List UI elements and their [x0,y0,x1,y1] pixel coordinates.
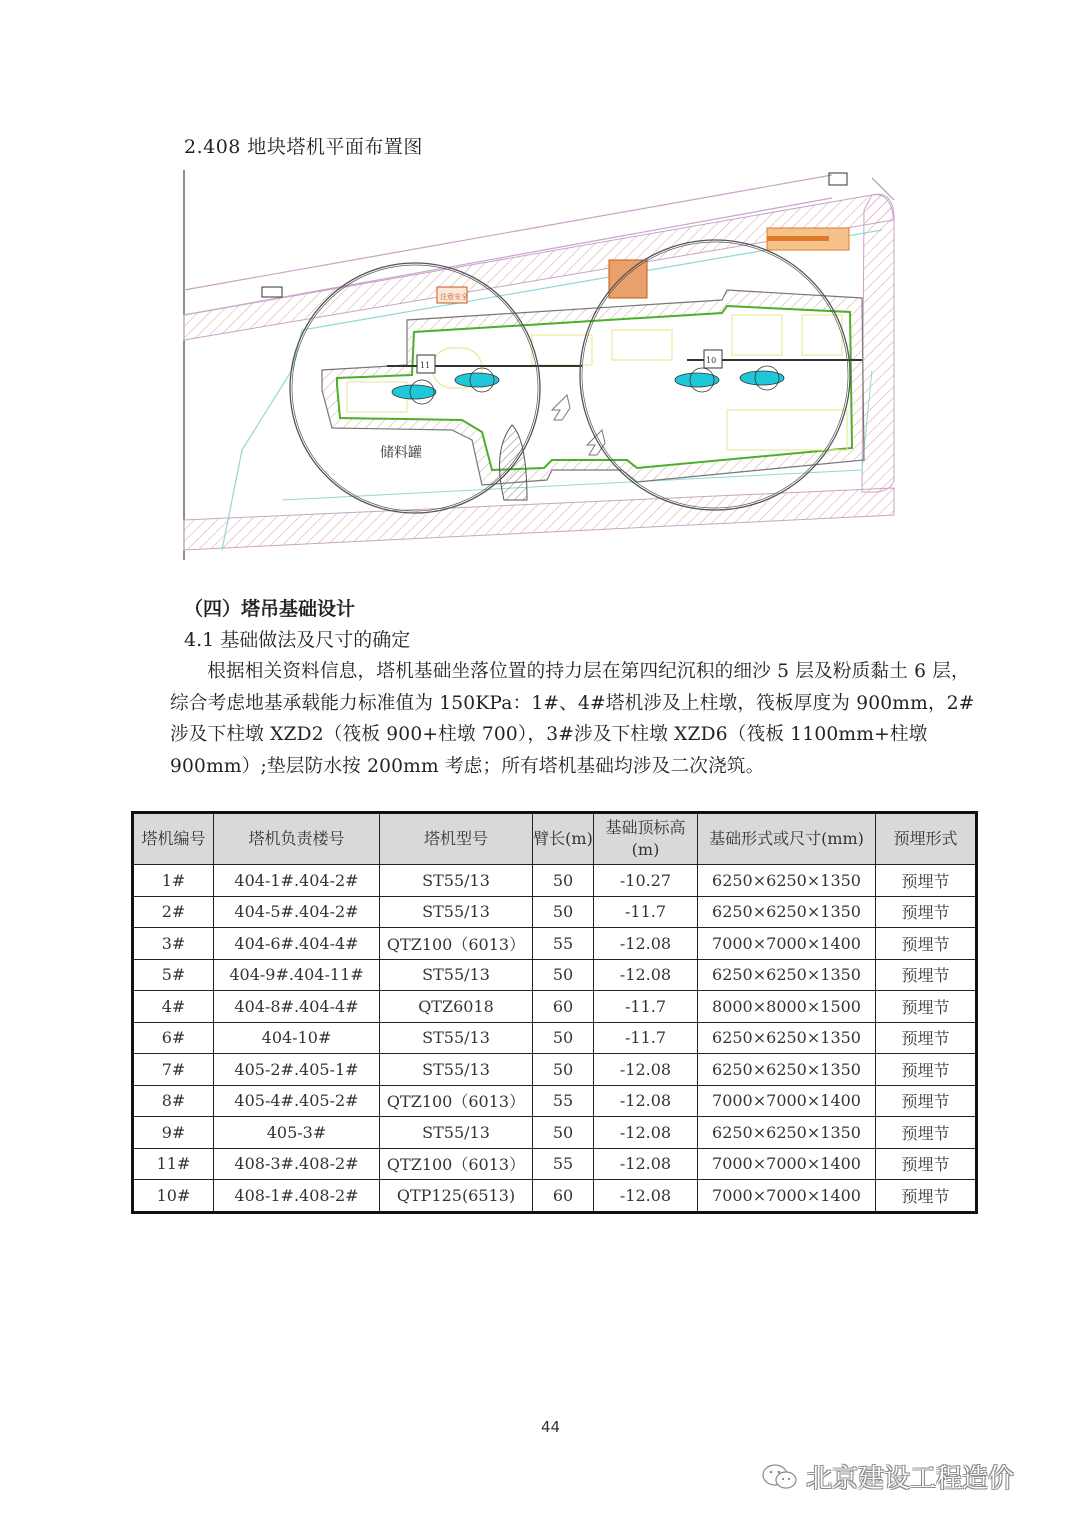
cell-model: ST55/13 [380,896,533,928]
cell-model: QTZ100（6013） [380,1148,533,1180]
cell-jib-length: 60 [533,1180,594,1213]
safety-sign-label: 注意安全 [440,293,468,301]
header-crane-id: 塔机编号 [133,813,214,865]
cell-embed-type: 预埋节 [876,928,977,960]
cell-crane-id: 4# [133,991,214,1023]
cell-top-elevation: -12.08 [594,1148,698,1180]
cell-embed-type: 预埋节 [876,1180,977,1213]
cell-foundation-size: 7000×7000×1400 [698,1085,876,1117]
table-row [133,991,977,1023]
header-top-elevation: 基础顶标高(m) [594,813,698,865]
cell-top-elevation: -12.08 [594,928,698,960]
cell-building: 404-8#.404-4# [214,991,380,1023]
cell-building: 404-5#.404-2# [214,896,380,928]
table-row [133,1054,977,1086]
cell-top-elevation: -12.08 [594,959,698,991]
cell-embed-type: 预埋节 [876,1117,977,1149]
cell-foundation-size: 6250×6250×1350 [698,896,876,928]
cell-crane-id: 10# [133,1180,214,1213]
cell-building: 404-10# [214,1022,380,1054]
header-jib-length: 臂长(m) [533,813,594,865]
cell-embed-type: 预埋节 [876,1022,977,1054]
subsection-title: 4.1 基础做法及尺寸的确定 [184,629,411,651]
cell-jib-length: 50 [533,1117,594,1149]
cell-crane-id: 3# [133,928,214,960]
cell-jib-length: 55 [533,1148,594,1180]
site-plan-drawing [182,170,912,560]
cell-model: ST55/13 [380,1022,533,1054]
crane-foundation-table [131,811,978,1214]
header-model: 塔机型号 [380,813,533,865]
watermark-text: 北京建设工程造价 [806,1464,1015,1494]
cell-jib-length: 60 [533,991,594,1023]
cell-jib-length: 50 [533,959,594,991]
header-foundation-size: 基础形式或尺寸(mm) [698,813,876,865]
page-number: 44 [541,1418,561,1436]
cell-embed-type: 预埋节 [876,959,977,991]
section-title: （四）塔吊基础设计 [184,598,356,620]
wechat-icon [760,1462,800,1492]
cell-foundation-size: 7000×7000×1400 [698,1180,876,1213]
cell-crane-id: 6# [133,1022,214,1054]
cell-foundation-size: 7000×7000×1400 [698,1148,876,1180]
cell-crane-id: 8# [133,1085,214,1117]
cell-top-elevation: -11.7 [594,1022,698,1054]
cell-top-elevation: -12.08 [594,1117,698,1149]
storage-tank-label: 储料罐 [380,445,422,461]
cell-building: 405-4#.405-2# [214,1085,380,1117]
cell-building: 408-1#.408-2# [214,1180,380,1213]
header-building: 塔机负责楼号 [214,813,380,865]
cell-jib-length: 50 [533,1054,594,1086]
cell-foundation-size: 6250×6250×1350 [698,1054,876,1086]
cell-building: 404-6#.404-4# [214,928,380,960]
cell-crane-id: 2# [133,896,214,928]
cell-top-elevation: -10.27 [594,865,698,897]
cell-top-elevation: -11.7 [594,991,698,1023]
cell-model: QTZ6018 [380,991,533,1023]
cell-model: ST55/13 [380,865,533,897]
table-row [133,1148,977,1180]
cell-crane-id: 5# [133,959,214,991]
table-row [133,1022,977,1054]
cell-model: ST55/13 [380,1054,533,1086]
cell-foundation-size: 6250×6250×1350 [698,1022,876,1054]
road-hatch-bottom [184,488,894,550]
gate-left [262,287,282,297]
table-row [133,1085,977,1117]
cell-model: QTZ100（6013） [380,928,533,960]
cell-building: 404-1#.404-2# [214,865,380,897]
cell-building: 405-3# [214,1117,380,1149]
cell-building: 405-2#.405-1# [214,1054,380,1086]
cell-embed-type: 预埋节 [876,865,977,897]
site-office-block [609,260,647,298]
watermark [760,1458,1014,1495]
cell-jib-length: 50 [533,1022,594,1054]
cell-crane-id: 9# [133,1117,214,1149]
cell-embed-type: 预埋节 [876,1085,977,1117]
cell-embed-type: 预埋节 [876,1054,977,1086]
table-row [133,959,977,991]
table-row [133,865,977,897]
figure-caption: 2.408 地块塔机平面布置图 [184,136,423,158]
cell-model: ST55/13 [380,1117,533,1149]
crane-tag-1: 11 [420,361,431,370]
cell-foundation-size: 6250×6250×1350 [698,959,876,991]
cell-foundation-size: 6250×6250×1350 [698,865,876,897]
cell-model: ST55/13 [380,959,533,991]
cell-building: 408-3#.408-2# [214,1148,380,1180]
table-header-row [133,813,977,865]
cell-building: 404-9#.404-11# [214,959,380,991]
cell-crane-id: 11# [133,1148,214,1180]
cell-foundation-size: 8000×8000×1500 [698,991,876,1023]
cell-jib-length: 50 [533,865,594,897]
cell-top-elevation: -11.7 [594,896,698,928]
table-row [133,896,977,928]
cell-jib-length: 55 [533,928,594,960]
cell-top-elevation: -12.08 [594,1180,698,1213]
crane-tag-2: 10 [706,356,717,365]
cell-foundation-size: 6250×6250×1350 [698,1117,876,1149]
cell-jib-length: 55 [533,1085,594,1117]
table-row [133,1117,977,1149]
cell-embed-type: 预埋节 [876,896,977,928]
road-hatch-right [862,194,894,492]
cell-foundation-size: 7000×7000×1400 [698,928,876,960]
cell-jib-length: 50 [533,896,594,928]
cell-top-elevation: -12.08 [594,1085,698,1117]
table-row [133,928,977,960]
cell-model: QTZ100（6013） [380,1085,533,1117]
cell-embed-type: 预埋节 [876,1148,977,1180]
cell-model: QTP125(6513) [380,1180,533,1213]
cell-crane-id: 7# [133,1054,214,1086]
header-embed-type: 预埋形式 [876,813,977,865]
cell-top-elevation: -12.08 [594,1054,698,1086]
cell-crane-id: 1# [133,865,214,897]
body-paragraph: 根据相关资料信息，塔机基础坐落位置的持力层在第四纪沉积的细沙 5 层及粉质黏土 6 层，综合考虑地基承载能力标准值为 150KPa：1#、4#塔机涉及上柱墩，筏板厚度为 900mm，2#涉及下柱墩 XZD2（筏板 900+柱墩 700），3#涉及下柱墩 XZD6（筏板 1100mm+柱墩 900mm）;垫层防水按 200mm 考虑；所有塔机基础均涉及二次浇筑。 [170,661,975,777]
cell-embed-type: 预埋节 [876,991,977,1023]
table-row [133,1180,977,1213]
